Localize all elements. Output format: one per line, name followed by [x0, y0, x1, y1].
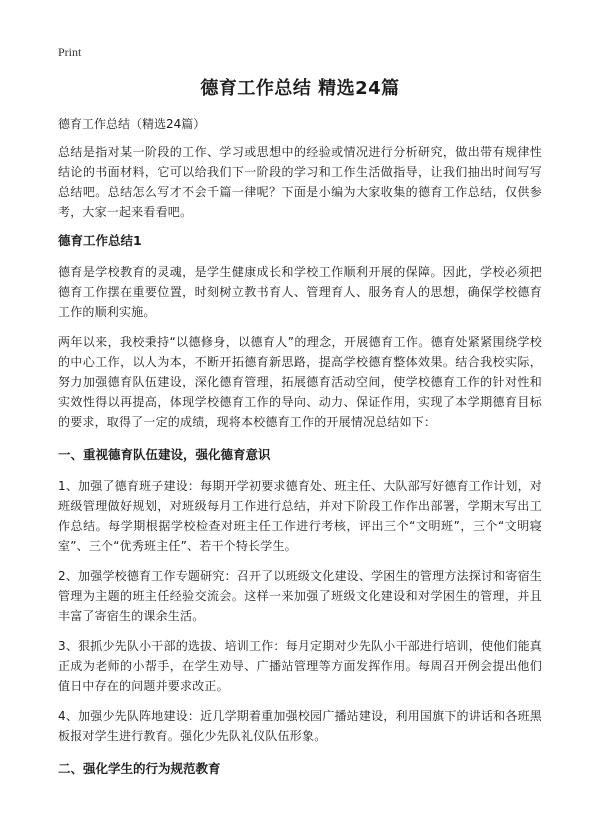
part-heading: 一、重视德育队伍建设，强化德育意识	[58, 447, 271, 462]
list-item: 2、加强学校德育工作专题研究：召开了以班级文化建设、学困生的管理方法探讨和寄宿生管理为主题的班主任经验交流会。这样一来加强了班级文化建设和对学困生的管理，并且丰富了寄宿生的课余生活。	[58, 569, 542, 623]
intro-paragraph: 总结是指对某一阶段的工作、学习或思想中的经验或情况进行分析研究，做出带有规律性结论的书面材料，它可以给我们下一阶段的学习和工作生活做指导，让我们抽出时间写写总结吧。总结怎么写才不会千篇一律呢？下面是小编为大家收集的德育工作总结，仅供参考，大家一起来看看吧。	[58, 145, 542, 219]
body-paragraph: 两年以来，我校秉持“以德修身，以德育人”的理念，开展德育工作。德育处紧紧围绕学校的中心工作，以人为本，不断开拓德育新思路，提高学校德育整体效果。结合我校实际，努力加强德育队伍建设，深化德育管理，拓展德育活动空间，使学校德育工作的针对性和实效性得以再提高，体现学校德育工作的导向、动力、保证作用，实现了本学期德育目标的要求，取得了一定的成绩，现将本校德育工作的开展情况总结如下：	[58, 335, 542, 429]
document-title: 德育工作总结 精选24篇	[200, 78, 400, 99]
print-link[interactable]: Print	[58, 45, 82, 59]
list-item: 1、加强了德育班子建设：每期开学初要求德育处、班主任、大队部写好德育工作计划，对班级管理做好规划，对班级每月工作进行总结，并对下阶段工作作出部署，学期末写出工作总结。每学期根据学校检查对班主任工作进行考核，评出三个“文明班”，三个“文明寝室”、三个“优秀班主任”、若干个特长学生。	[58, 479, 542, 553]
part-heading: 二、强化学生的行为规范教育	[58, 761, 221, 776]
body-paragraph: 德育是学校教育的灵魂，是学生健康成长和学校工作顺利开展的保障。因此，学校必须把德育工作摆在重要位置，时刻树立教书育人、管理育人、服务育人的思想，确保学校德育工作的顺利实施。	[58, 265, 542, 319]
document-subtitle: 德育工作总结（精选24篇）	[58, 117, 206, 131]
section-heading: 德育工作总结1	[58, 233, 142, 248]
list-item: 4、加强少先队阵地建设：近几学期着重加强校园广播站建设，利用国旗下的讲话和各班黑板报对学生进行教育。强化少先队礼仪队伍形象。	[58, 709, 542, 743]
list-item: 3、狠抓少先队小干部的选拔、培训工作：每月定期对少先队小干部进行培训，使他们能真正成为老师的小帮手，在学生劝导、广播站管理等方面发挥作用。每周召开例会提出他们值日中存在的问题并要求改正。	[58, 639, 542, 693]
